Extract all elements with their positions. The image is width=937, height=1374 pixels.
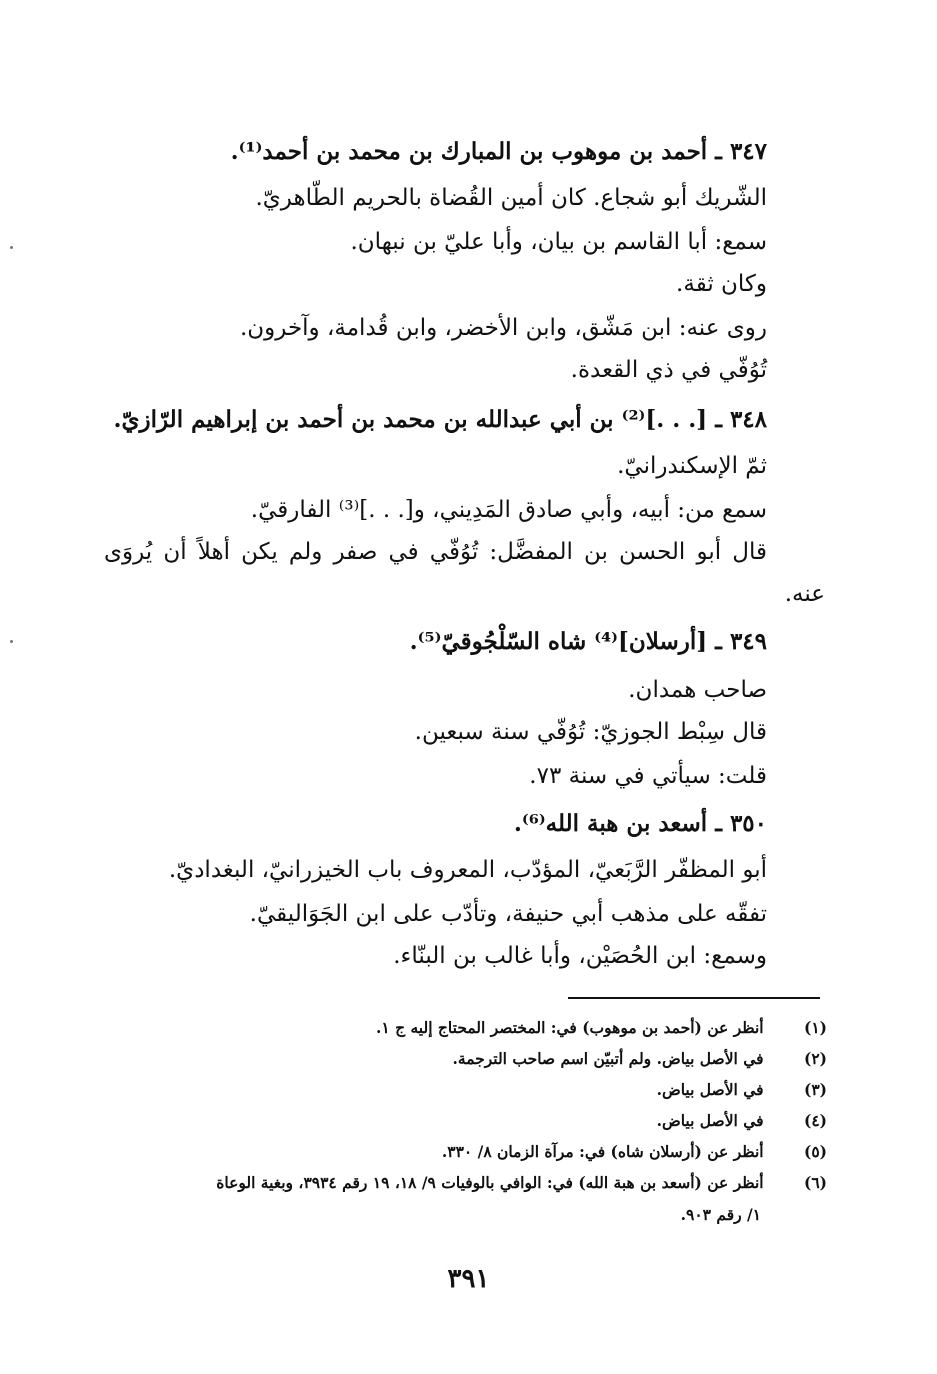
footnote-number: (٣) [803, 1080, 827, 1099]
entry-348-line: قال أبو الحسن بن المفضَّل: تُوُفّي في صفر ولم يكن أهلاً أن يُروَى [104, 539, 767, 565]
footnote-text: أنظر عن (أحمد بن موهوب) في: المختصر المحتاج إليه ج ١. [375, 1018, 764, 1037]
entry-350-line: أبو المظفّر الرَّبَعيّ، المؤدّب، المعروف باب الخيزرانيّ، البغداديّ. [168, 857, 767, 883]
entry-347-line: روى عنه: ابن مَشّق، وابن الأخضر، وابن قُدامة، وآخرون. [239, 315, 767, 341]
entry-348-line: سمع من: أبيه، وأبي صادق المَدِيني، و[. . .]⁽³⁾ الفارقيّ. [250, 497, 767, 523]
entry-347-line: سمع: أبا القاسم بن بيان، وأبا عليّ بن نبهان. [350, 229, 767, 255]
footnote-text: أنظر عن (أرسلان شاه) في: مرآة الزمان ٨/ ٣٣٠. [441, 1142, 764, 1161]
footnote [452, 1045, 827, 1073]
entry-350-line: تفقّه على مذهب أبي حنيفة، وتأدّب على ابن الجَوَاليقيّ. [249, 901, 767, 927]
footnote-number: (٥) [803, 1142, 827, 1161]
footnote-number: (١) [803, 1018, 827, 1037]
footnote-separator [568, 997, 820, 999]
entry-348-heading: ٣٤٨ ـ [. . .]⁽²⁾ بن أبي عبدالله بن محمد بن أحمد بن إبراهيم الرّازيّ. [113, 406, 767, 433]
footnote-number: (٢) [803, 1049, 827, 1068]
entry-349-line: صاحب همدان. [628, 677, 767, 703]
footnote-number: (٦) [803, 1173, 827, 1192]
entry-350-line: وسمع: ابن الحُصَيْن، وأبا غالب بن البنّاء. [393, 943, 767, 969]
footnote [657, 1076, 827, 1104]
footnote [216, 1169, 827, 1197]
footnote-continuation: ١/ رقم ٩٠٣. [680, 1205, 761, 1224]
entry-347-line: تُوُفّي في ذي القعدة. [570, 357, 767, 383]
entry-347-line: الشّريك أبو شجاع. كان أمين القُضاة بالحريم الطّاهريّ. [255, 185, 767, 211]
entry-349-line: قلت: سيأتي في سنة ٧٣. [529, 763, 767, 789]
footnote-text: أنظر عن (أسعد بن هبة الله) في: الوافي بالوفيات ٩/ ١٨، ١٩ رقم ٣٩٣٤، وبغية الوعاة [216, 1173, 764, 1192]
entry-349-heading: ٣٤٩ ـ [أرسلان]⁽⁴⁾ شاه السّلْجُوقيّ⁽⁵⁾. [409, 628, 767, 655]
scan-speck [10, 246, 13, 249]
entry-350-heading: ٣٥٠ ـ أسعد بن هبة الله⁽⁶⁾. [513, 810, 767, 837]
entry-348-line: ثمّ الإسكندرانيّ. [617, 453, 767, 479]
scan-speck [10, 640, 13, 643]
footnote-text: في الأصل بياض. [656, 1111, 764, 1130]
footnote-text: في الأصل بياض. ولم أتبيّن اسم صاحب الترجمة. [452, 1049, 764, 1068]
footnote [376, 1014, 827, 1042]
entry-348-line: عنه. [784, 581, 825, 607]
entry-349-line: قال سِبْط الجوزيّ: تُوُفّي سنة سبعين. [414, 719, 767, 745]
page-number: ٣٩١ [447, 1264, 490, 1294]
entry-347-line: وكان ثقة. [676, 271, 767, 297]
footnote [442, 1138, 827, 1166]
footnote-number: (٤) [803, 1111, 827, 1130]
footnote-text: في الأصل بياض. [656, 1080, 764, 1099]
footnote [657, 1107, 827, 1135]
entry-347-heading: ٣٤٧ ـ أحمد بن موهوب بن المبارك بن محمد بن أحمد⁽¹⁾. [230, 138, 767, 165]
